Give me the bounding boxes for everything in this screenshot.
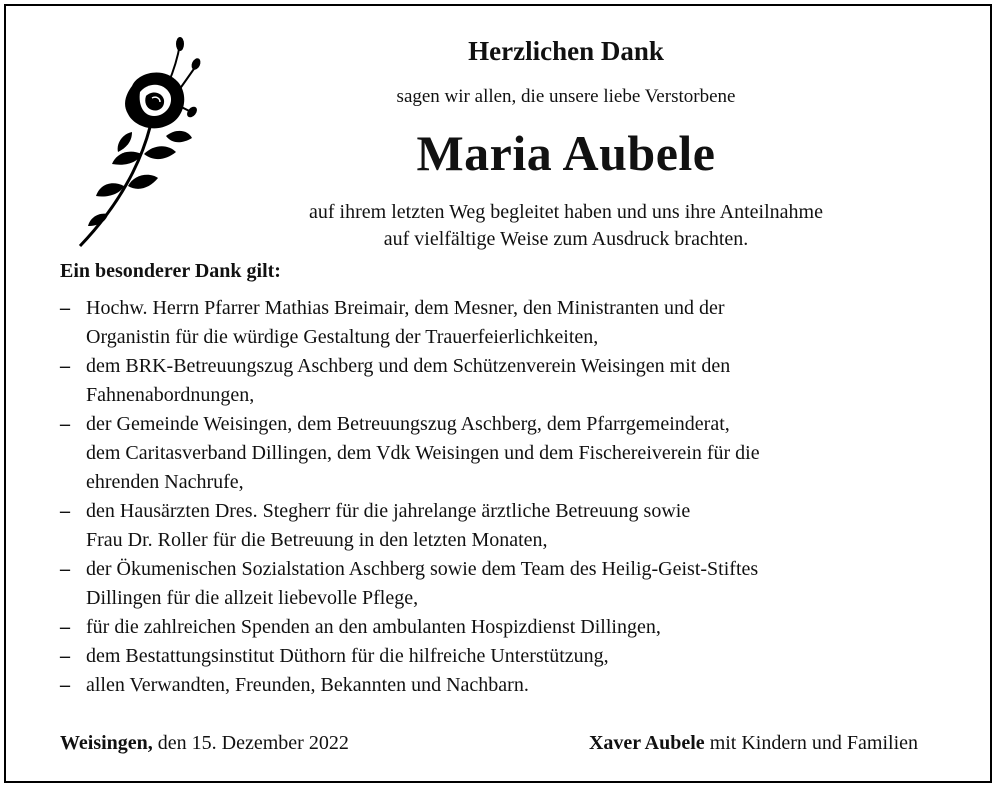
- notice-subtitle: sagen wir allen, die unsere liebe Verstorbene: [396, 86, 736, 107]
- date: den 15. Dezember 2022: [157, 732, 349, 754]
- list-item-line: dem Bestattungsinstitut Düthorn für die hilfreiche Unterstützung,: [86, 645, 609, 667]
- bullet-dash: –: [60, 297, 70, 319]
- list-item: [60, 352, 940, 410]
- bullet-dash: –: [60, 558, 70, 580]
- list-item-line: Frau Dr. Roller für die Betreuung in den letzten Monaten,: [86, 529, 548, 551]
- intro-line: auf ihrem letzten Weg begleitet haben und uns ihre Anteilnahme: [309, 201, 823, 223]
- list-item: [60, 555, 940, 613]
- section-heading: Ein besonderer Dank gilt:: [60, 260, 281, 282]
- list-item-line: Fahnenabordnungen,: [86, 384, 255, 406]
- deceased-name: Maria Aubele: [416, 125, 716, 181]
- notice-title: Herzlichen Dank: [468, 36, 664, 66]
- list-item: [60, 671, 940, 700]
- list-item: [60, 294, 940, 352]
- bullet-dash: –: [60, 413, 70, 435]
- bullet-dash: –: [60, 355, 70, 377]
- rose-icon: [68, 36, 208, 251]
- list-item: [60, 613, 940, 642]
- list-item-line: dem Caritasverband Dillingen, dem Vdk Weisingen und dem Fischereiverein für die: [86, 442, 760, 464]
- list-item-line: allen Verwandten, Freunden, Bekannten und Nachbarn.: [86, 674, 529, 696]
- intro-text: [256, 199, 876, 253]
- signer-suffix: mit Kindern und Familien: [709, 732, 918, 754]
- list-item-line: Hochw. Herrn Pfarrer Mathias Breimair, dem Mesner, den Ministranten und der: [86, 297, 725, 319]
- bullet-dash: –: [60, 500, 70, 522]
- list-item-line: dem BRK-Betreuungszug Aschberg und dem Schützenverein Weisingen mit den: [86, 355, 731, 377]
- bullet-dash: –: [60, 674, 70, 696]
- list-item: [60, 497, 940, 555]
- list-item-line: Dillingen für die allzeit liebevolle Pflege,: [86, 587, 419, 609]
- bullet-dash: –: [60, 645, 70, 667]
- obituary-notice: [4, 4, 992, 783]
- list-item-line: Organistin für die würdige Gestaltung der Trauerfeierlichkeiten,: [86, 326, 599, 348]
- list-item-line: der Gemeinde Weisingen, dem Betreuungszug Aschberg, dem Pfarrgemeinderat,: [86, 413, 730, 435]
- list-item-line: der Ökumenischen Sozialstation Aschberg sowie dem Team des Heilig-Geist-Stiftes: [86, 558, 759, 580]
- signer-name: Xaver Aubele: [588, 732, 705, 754]
- intro-line: auf vielfältige Weise zum Ausdruck brachten.: [383, 228, 749, 250]
- list-item: [60, 642, 940, 671]
- thanks-list: [60, 294, 940, 700]
- list-item-line: den Hausärzten Dres. Stegherr für die jahrelange ärztliche Betreuung sowie: [86, 500, 691, 522]
- list-item-line: ehrenden Nachrufe,: [86, 471, 244, 493]
- place: Weisingen,: [60, 732, 153, 754]
- list-item-line: für die zahlreichen Spenden an den ambulanten Hospizdienst Dillingen,: [86, 616, 661, 638]
- place-date: [60, 732, 349, 755]
- bullet-dash: –: [60, 616, 70, 638]
- signature: [589, 732, 918, 755]
- list-item: [60, 410, 940, 497]
